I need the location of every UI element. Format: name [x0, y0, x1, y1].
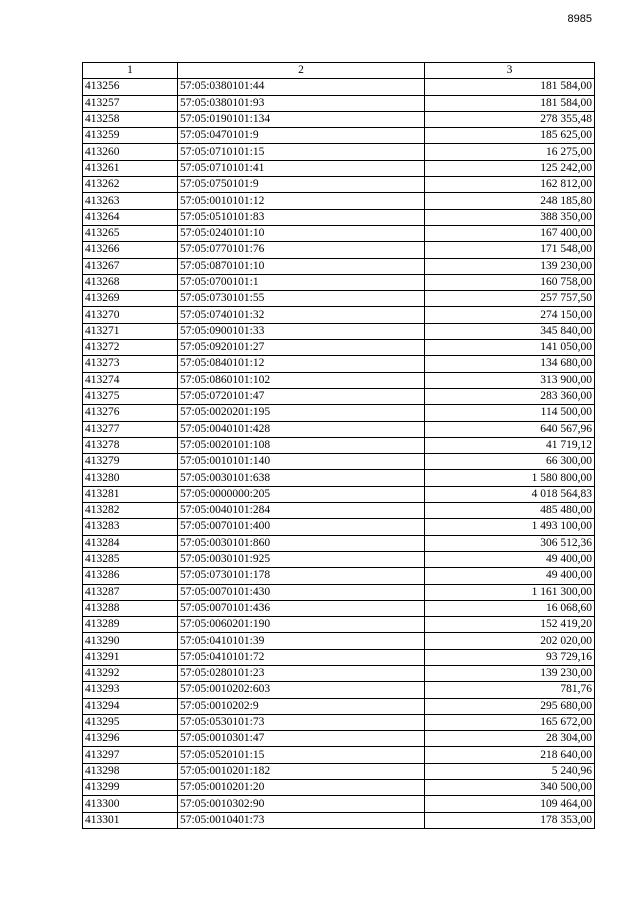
- table-row: [83, 665, 595, 681]
- table-row: [83, 519, 595, 535]
- value-cell: 134 680,00: [425, 356, 595, 372]
- row-number-cell: 413283: [83, 519, 178, 535]
- row-number-cell: 413296: [83, 731, 178, 747]
- table-row: [83, 258, 595, 274]
- cadastral-number-cell: 57:05:0020101:108: [178, 437, 425, 453]
- cadastral-number-cell: 57:05:0010201:182: [178, 763, 425, 779]
- table-row: [83, 242, 595, 258]
- page-number: 8985: [567, 13, 592, 25]
- row-number-cell: 413261: [83, 160, 178, 176]
- table-row: [83, 405, 595, 421]
- row-number-cell: 413273: [83, 356, 178, 372]
- cadastral-number-cell: 57:05:0010401:73: [178, 812, 425, 828]
- value-cell: 181 584,00: [425, 95, 595, 111]
- value-cell: 278 355,48: [425, 111, 595, 127]
- cadastral-number-cell: 57:05:0070101:430: [178, 584, 425, 600]
- value-cell: 41 719,12: [425, 437, 595, 453]
- value-cell: 202 020,00: [425, 633, 595, 649]
- cadastral-number-cell: 57:05:0010301:47: [178, 731, 425, 747]
- cadastral-number-cell: 57:05:0710101:15: [178, 144, 425, 160]
- row-number-cell: 413260: [83, 144, 178, 160]
- table-row: [83, 617, 595, 633]
- value-cell: 485 480,00: [425, 503, 595, 519]
- row-number-cell: 413271: [83, 323, 178, 339]
- cadastral-number-cell: 57:05:0010202:9: [178, 698, 425, 714]
- value-cell: 125 242,00: [425, 160, 595, 176]
- row-number-cell: 413275: [83, 388, 178, 404]
- value-cell: 257 757,50: [425, 291, 595, 307]
- value-cell: 49 400,00: [425, 568, 595, 584]
- cadastral-number-cell: 57:05:0720101:47: [178, 388, 425, 404]
- value-cell: 160 758,00: [425, 274, 595, 290]
- value-cell: 139 230,00: [425, 258, 595, 274]
- row-number-cell: 413299: [83, 780, 178, 796]
- value-cell: 162 812,00: [425, 177, 595, 193]
- cadastral-number-cell: 57:05:0730101:178: [178, 568, 425, 584]
- cadastral-number-cell: 57:05:0870101:10: [178, 258, 425, 274]
- row-number-cell: 413278: [83, 437, 178, 453]
- cadastral-number-cell: 57:05:0470101:9: [178, 128, 425, 144]
- row-number-cell: 413295: [83, 714, 178, 730]
- table-row: [83, 584, 595, 600]
- cadastral-number-cell: 57:05:0700101:1: [178, 274, 425, 290]
- column-header-2: 2: [178, 63, 425, 79]
- value-cell: 1 493 100,00: [425, 519, 595, 535]
- row-number-cell: 413288: [83, 600, 178, 616]
- table-header-row: [83, 63, 595, 79]
- row-number-cell: 413264: [83, 209, 178, 225]
- table-row: [83, 79, 595, 95]
- row-number-cell: 413301: [83, 812, 178, 828]
- row-number-cell: 413281: [83, 486, 178, 502]
- value-cell: 16 068,60: [425, 600, 595, 616]
- value-cell: 171 548,00: [425, 242, 595, 258]
- cadastral-number-cell: 57:05:0030101:925: [178, 551, 425, 567]
- table-body: [83, 79, 595, 829]
- cadastral-number-cell: 57:05:0740101:32: [178, 307, 425, 323]
- cadastral-number-cell: 57:05:0020201:195: [178, 405, 425, 421]
- column-header-3: 3: [425, 63, 595, 79]
- value-cell: 181 584,00: [425, 79, 595, 95]
- table-row: [83, 388, 595, 404]
- table-row: [83, 437, 595, 453]
- cadastral-number-cell: 57:05:0010202:603: [178, 682, 425, 698]
- value-cell: 114 500,00: [425, 405, 595, 421]
- cadastral-number-cell: 57:05:0530101:73: [178, 714, 425, 730]
- table-row: [83, 291, 595, 307]
- value-cell: 218 640,00: [425, 747, 595, 763]
- table-row: [83, 372, 595, 388]
- cadastral-number-cell: 57:05:0070101:400: [178, 519, 425, 535]
- row-number-cell: 413289: [83, 617, 178, 633]
- cadastral-number-cell: 57:05:0410101:72: [178, 649, 425, 665]
- value-cell: 274 150,00: [425, 307, 595, 323]
- value-cell: 340 500,00: [425, 780, 595, 796]
- cadastral-number-cell: 57:05:0060201:190: [178, 617, 425, 633]
- cadastral-number-cell: 57:05:0030101:860: [178, 535, 425, 551]
- row-number-cell: 413280: [83, 470, 178, 486]
- row-number-cell: 413276: [83, 405, 178, 421]
- row-number-cell: 413269: [83, 291, 178, 307]
- value-cell: 152 419,20: [425, 617, 595, 633]
- table-row: [83, 160, 595, 176]
- row-number-cell: 413284: [83, 535, 178, 551]
- cadastral-number-cell: 57:05:0280101:23: [178, 665, 425, 681]
- row-number-cell: 413267: [83, 258, 178, 274]
- value-cell: 185 625,00: [425, 128, 595, 144]
- row-number-cell: 413297: [83, 747, 178, 763]
- row-number-cell: 413258: [83, 111, 178, 127]
- cadastral-number-cell: 57:05:0770101:76: [178, 242, 425, 258]
- table-row: [83, 763, 595, 779]
- table-row: [83, 95, 595, 111]
- value-cell: 16 275,00: [425, 144, 595, 160]
- row-number-cell: 413265: [83, 225, 178, 241]
- value-cell: 295 680,00: [425, 698, 595, 714]
- table-row: [83, 307, 595, 323]
- table-row: [83, 421, 595, 437]
- value-cell: 313 900,00: [425, 372, 595, 388]
- cadastral-number-cell: 57:05:0010101:12: [178, 193, 425, 209]
- row-number-cell: 413277: [83, 421, 178, 437]
- cadastral-number-cell: 57:05:0240101:10: [178, 225, 425, 241]
- row-number-cell: 413259: [83, 128, 178, 144]
- row-number-cell: 413290: [83, 633, 178, 649]
- table-row: [83, 111, 595, 127]
- cadastral-number-cell: 57:05:0900101:33: [178, 323, 425, 339]
- table-row: [83, 780, 595, 796]
- table-row: [83, 535, 595, 551]
- value-cell: 167 400,00: [425, 225, 595, 241]
- column-header-1: 1: [83, 63, 178, 79]
- row-number-cell: 413272: [83, 340, 178, 356]
- row-number-cell: 413274: [83, 372, 178, 388]
- row-number-cell: 413286: [83, 568, 178, 584]
- value-cell: 66 300,00: [425, 454, 595, 470]
- row-number-cell: 413268: [83, 274, 178, 290]
- table-row: [83, 486, 595, 502]
- cadastral-number-cell: 57:05:0040101:284: [178, 503, 425, 519]
- cadastral-number-cell: 57:05:0520101:15: [178, 747, 425, 763]
- table-row: [83, 812, 595, 828]
- row-number-cell: 413292: [83, 665, 178, 681]
- value-cell: 139 230,00: [425, 665, 595, 681]
- table-row: [83, 193, 595, 209]
- row-number-cell: 413262: [83, 177, 178, 193]
- value-cell: 165 672,00: [425, 714, 595, 730]
- row-number-cell: 413298: [83, 763, 178, 779]
- cadastral-number-cell: 57:05:0840101:12: [178, 356, 425, 372]
- value-cell: 345 840,00: [425, 323, 595, 339]
- value-cell: 141 050,00: [425, 340, 595, 356]
- table-row: [83, 356, 595, 372]
- cadastral-number-cell: 57:05:0750101:9: [178, 177, 425, 193]
- row-number-cell: 413291: [83, 649, 178, 665]
- value-cell: 640 567,96: [425, 421, 595, 437]
- table-row: [83, 731, 595, 747]
- cadastral-number-cell: 57:05:0380101:93: [178, 95, 425, 111]
- table-row: [83, 649, 595, 665]
- table-row: [83, 747, 595, 763]
- value-cell: 283 360,00: [425, 388, 595, 404]
- value-cell: 28 304,00: [425, 731, 595, 747]
- row-number-cell: 413279: [83, 454, 178, 470]
- cadastral-number-cell: 57:05:0710101:41: [178, 160, 425, 176]
- value-cell: 1 580 800,00: [425, 470, 595, 486]
- value-cell: 93 729,16: [425, 649, 595, 665]
- value-cell: 1 161 300,00: [425, 584, 595, 600]
- row-number-cell: 413287: [83, 584, 178, 600]
- cadastral-number-cell: 57:05:0410101:39: [178, 633, 425, 649]
- value-cell: 178 353,00: [425, 812, 595, 828]
- row-number-cell: 413256: [83, 79, 178, 95]
- cadastral-number-cell: 57:05:0000000:205: [178, 486, 425, 502]
- row-number-cell: 413294: [83, 698, 178, 714]
- table-row: [83, 177, 595, 193]
- value-cell: 4 018 564,83: [425, 486, 595, 502]
- table-row: [83, 454, 595, 470]
- row-number-cell: 413263: [83, 193, 178, 209]
- table-row: [83, 128, 595, 144]
- row-number-cell: 413285: [83, 551, 178, 567]
- table-row: [83, 600, 595, 616]
- cadastral-number-cell: 57:05:0730101:55: [178, 291, 425, 307]
- value-cell: 49 400,00: [425, 551, 595, 567]
- cadastral-number-cell: 57:05:0010101:140: [178, 454, 425, 470]
- table-row: [83, 209, 595, 225]
- value-cell: 109 464,00: [425, 796, 595, 812]
- table-row: [83, 503, 595, 519]
- row-number-cell: 413282: [83, 503, 178, 519]
- table-row: [83, 470, 595, 486]
- cadastral-number-cell: 57:05:0380101:44: [178, 79, 425, 95]
- table-row: [83, 682, 595, 698]
- table-row: [83, 796, 595, 812]
- cadastral-number-cell: 57:05:0860101:102: [178, 372, 425, 388]
- table-row: [83, 714, 595, 730]
- row-number-cell: 413266: [83, 242, 178, 258]
- cadastral-number-cell: 57:05:0070101:436: [178, 600, 425, 616]
- table-row: [83, 698, 595, 714]
- cadastral-number-cell: 57:05:0010302:90: [178, 796, 425, 812]
- value-cell: 248 185,80: [425, 193, 595, 209]
- value-cell: 306 512,36: [425, 535, 595, 551]
- cadastral-number-cell: 57:05:0030101:638: [178, 470, 425, 486]
- table-row: [83, 225, 595, 241]
- row-number-cell: 413300: [83, 796, 178, 812]
- value-cell: 781,76: [425, 682, 595, 698]
- table-row: [83, 633, 595, 649]
- cadastral-number-cell: 57:05:0040101:428: [178, 421, 425, 437]
- row-number-cell: 413257: [83, 95, 178, 111]
- row-number-cell: 413270: [83, 307, 178, 323]
- table-row: [83, 340, 595, 356]
- cadastral-number-cell: 57:05:0920101:27: [178, 340, 425, 356]
- row-number-cell: 413293: [83, 682, 178, 698]
- cadastral-number-cell: 57:05:0510101:83: [178, 209, 425, 225]
- registry-table: [82, 62, 595, 829]
- table-row: [83, 274, 595, 290]
- table-row: [83, 568, 595, 584]
- table-row: [83, 551, 595, 567]
- table-row: [83, 144, 595, 160]
- table-row: [83, 323, 595, 339]
- cadastral-number-cell: 57:05:0190101:134: [178, 111, 425, 127]
- value-cell: 5 240,96: [425, 763, 595, 779]
- cadastral-number-cell: 57:05:0010201:20: [178, 780, 425, 796]
- value-cell: 388 350,00: [425, 209, 595, 225]
